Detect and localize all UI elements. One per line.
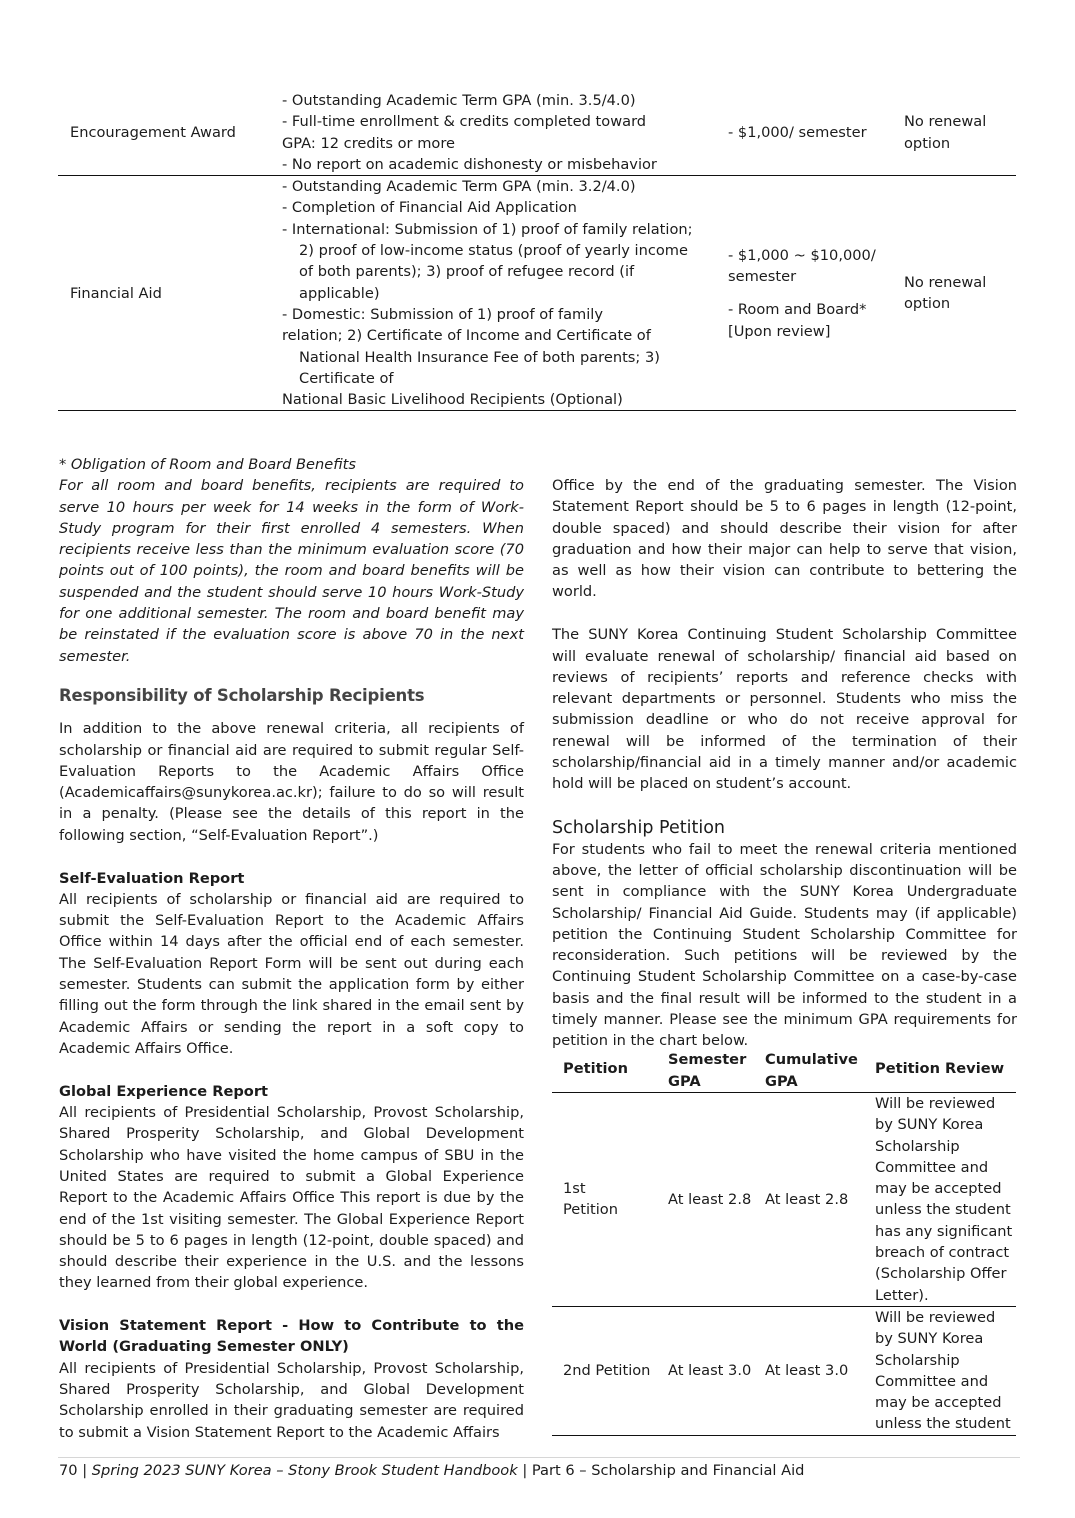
awards-table: [58, 90, 1016, 411]
column-header: Semester GPA: [668, 1040, 765, 1093]
criteria-line: - Full-time enrollment & credits completed toward: [282, 113, 647, 131]
criteria-line: GPA: 12 credits or more: [282, 134, 456, 152]
table-row: [552, 1093, 1016, 1307]
award-amount: [718, 90, 896, 176]
left-column: [59, 454, 524, 1443]
criteria-line: - International: Submission of 1) proof of family relation;: [282, 220, 693, 238]
criteria-line: Certificate of: [299, 369, 394, 387]
footer-separator: |: [82, 1462, 88, 1479]
semester-gpa-cell: At least 3.0: [668, 1306, 765, 1435]
criteria-line: - Outstanding Academic Term GPA (min. 3.2/4.0): [282, 178, 636, 196]
award-renewal: No renewal option: [896, 176, 1016, 411]
criteria-line: - No report on academic dishonesty or misbehavior: [282, 155, 657, 173]
review-cell: Will be reviewed by SUNY Korea Scholarship Committee and may be accepted unless the student has any significant breach of contract (Scholarship Offer Letter).: [875, 1093, 1016, 1307]
petition-cell: 1st Petition: [552, 1093, 668, 1307]
petition-cell: 2nd Petition: [552, 1306, 668, 1435]
column-header: Petition Review: [875, 1040, 1016, 1093]
column-header: Petition: [552, 1040, 668, 1093]
page-number: 70: [59, 1462, 78, 1479]
amount-line: - $1,000 ~ $10,000/ semester: [728, 246, 876, 286]
criteria-line: National Basic Livelihood Recipients (Optional): [282, 391, 623, 409]
table-header-row: [552, 1040, 1016, 1093]
cumulative-gpa-cell: At least 2.8: [765, 1093, 875, 1307]
vision-statement-body: All recipients of Presidential Scholarship, Provost Scholarship, Shared Prosperity Scholarship, and Global Development Scholarship enrolled in their graduating semester are required to submit a Vision Statement Report to the Academic Affairs: [59, 1359, 524, 1441]
criteria-line: of both parents); 3) proof of refugee record (if: [299, 263, 635, 281]
award-name: Encouragement Award: [58, 90, 270, 176]
responsibility-heading: Responsibility of Scholarship Recipients: [59, 685, 425, 705]
award-name: Financial Aid: [58, 176, 270, 411]
self-evaluation-heading: Self-Evaluation Report: [59, 869, 245, 887]
responsibility-body: In addition to the above renewal criteria, all recipients of scholarship or financial aid are required to submit regular Self-Evaluation Reports to the Academic Affairs Office (Academicaffairs@sunykorea.ac.kr); failure to do so will result in a penalty. (Please see the details of this report in the following section, “Self-Evaluation Report”.): [59, 720, 524, 844]
award-amount: [718, 176, 896, 411]
amount-line: - Room and Board* [Upon review]: [728, 301, 867, 340]
criteria-line: National Health Insurance Fee of both parents; 3): [299, 348, 660, 366]
footer-separator: |: [522, 1462, 528, 1479]
petition-heading: Scholarship Petition: [552, 817, 725, 838]
amount-line: - $1,000/ semester: [728, 123, 867, 141]
cumulative-gpa-cell: At least 3.0: [765, 1306, 875, 1435]
criteria-line: relation; 2) Certificate of Income and Certificate of: [282, 327, 651, 345]
criteria-line: applicable): [299, 284, 380, 302]
table-row: [58, 176, 1016, 411]
global-experience-heading: Global Experience Report: [59, 1082, 269, 1100]
table-row: [58, 90, 1016, 176]
obligation-body: For all room and board benefits, recipients are required to serve 10 hours per week for 14 weeks in the form of Work-Study program for their first enrolled 4 semesters. When recipients receive less than the minimum evaluation score (70 points out of 100 points), the room and board benefits will be suspended and the student should serve 10 hours Work-Study for one additional semester. The room and board benefit may be reinstated if the evaluation score is above 70 in the next semester.: [59, 477, 524, 665]
column-header: Cumulative GPA: [765, 1040, 875, 1093]
criteria-line: 2) proof of low-income status (proof of yearly income: [299, 242, 688, 260]
criteria-line: - Domestic: Submission of 1) proof of family: [282, 305, 603, 323]
table-row: [552, 1306, 1016, 1435]
review-cell: Will be reviewed by SUNY Korea Scholarship Committee and may be accepted unless the student: [875, 1306, 1016, 1435]
handbook-title: Spring 2023 SUNY Korea – Stony Brook Student Handbook: [91, 1462, 518, 1479]
self-evaluation-body: All recipients of scholarship or financial aid are required to submit the Self-Evaluation Report to the Academic Affairs Office within 14 days after the official end of each semester. The Self-Evaluation Report Form will be sent out during each semester. Students can submit the application form by either filling out the form through the link shared in the email sent by Academic Affairs or sending the report in a soft copy to Academic Affairs Office.: [59, 890, 524, 1057]
section-title: Part 6 – Scholarship and Financial Aid: [531, 1462, 805, 1479]
page-footer: [59, 1461, 804, 1481]
right-column: [552, 475, 1017, 1052]
vision-statement-heading: Vision Statement Report - How to Contribute to the World (Graduating Semester ONLY): [59, 1317, 524, 1356]
criteria-line: - Completion of Financial Aid Application: [282, 199, 577, 217]
petition-body: For students who fail to meet the renewal criteria mentioned above, the letter of official scholarship discontinuation will be sent in compliance with the SUNY Korea Undergraduate Scholarship/ Financial Aid Guide. Students may (if applicable) petition the Continuing Student Scholarship Committee for reconsideration. Such petitions will be reviewed by the Continuing Student Scholarship Committee on a case-by-case basis and the final result will be informed to the student in a timely manner. Please see the minimum GPA requirements for petition in the chart below.: [552, 840, 1017, 1050]
obligation-title: * Obligation of Room and Board Benefits: [59, 456, 357, 473]
global-experience-body: All recipients of Presidential Scholarship, Provost Scholarship, Shared Prosperity Scholarship, and Global Development Scholarship who have visited the home campus of SBU in the United States are required to submit a Global Experience Report to the Academic Affairs Office This report is due by the end of the 1st visiting semester. The Global Experience Report should be 5 to 6 pages in length (12-point, double spaced) and should describe their experience in the U.S. and the lessons they learned from their global experience.: [59, 1104, 524, 1292]
award-criteria: [270, 90, 718, 176]
award-renewal: No renewal option: [896, 90, 1016, 176]
semester-gpa-cell: At least 2.8: [668, 1093, 765, 1307]
award-criteria: [270, 176, 718, 411]
committee-body: The SUNY Korea Continuing Student Scholarship Committee will evaluate renewal of scholarship/ financial aid based on reviews of recipients’ reports and reference checks with relevant departments or personnel. Students who miss the submission deadline or who do not receive approval for renewal will be informed of the termination of their scholarship/financial aid in a timely manner and/or academic hold will be placed on student’s account.: [552, 626, 1017, 793]
vision-statement-body-continued: Office by the end of the graduating semester. The Vision Statement Report should be 5 to 6 pages in length (12-point, double spaced) and should describe their vision for after graduation and how their major can help to serve that vision, as well as how their vision can contribute to bettering the world.: [552, 477, 1017, 601]
petition-table: [552, 1040, 1016, 1436]
criteria-line: - Outstanding Academic Term GPA (min. 3.5/4.0): [282, 92, 636, 109]
footer-divider: [58, 1457, 1020, 1458]
